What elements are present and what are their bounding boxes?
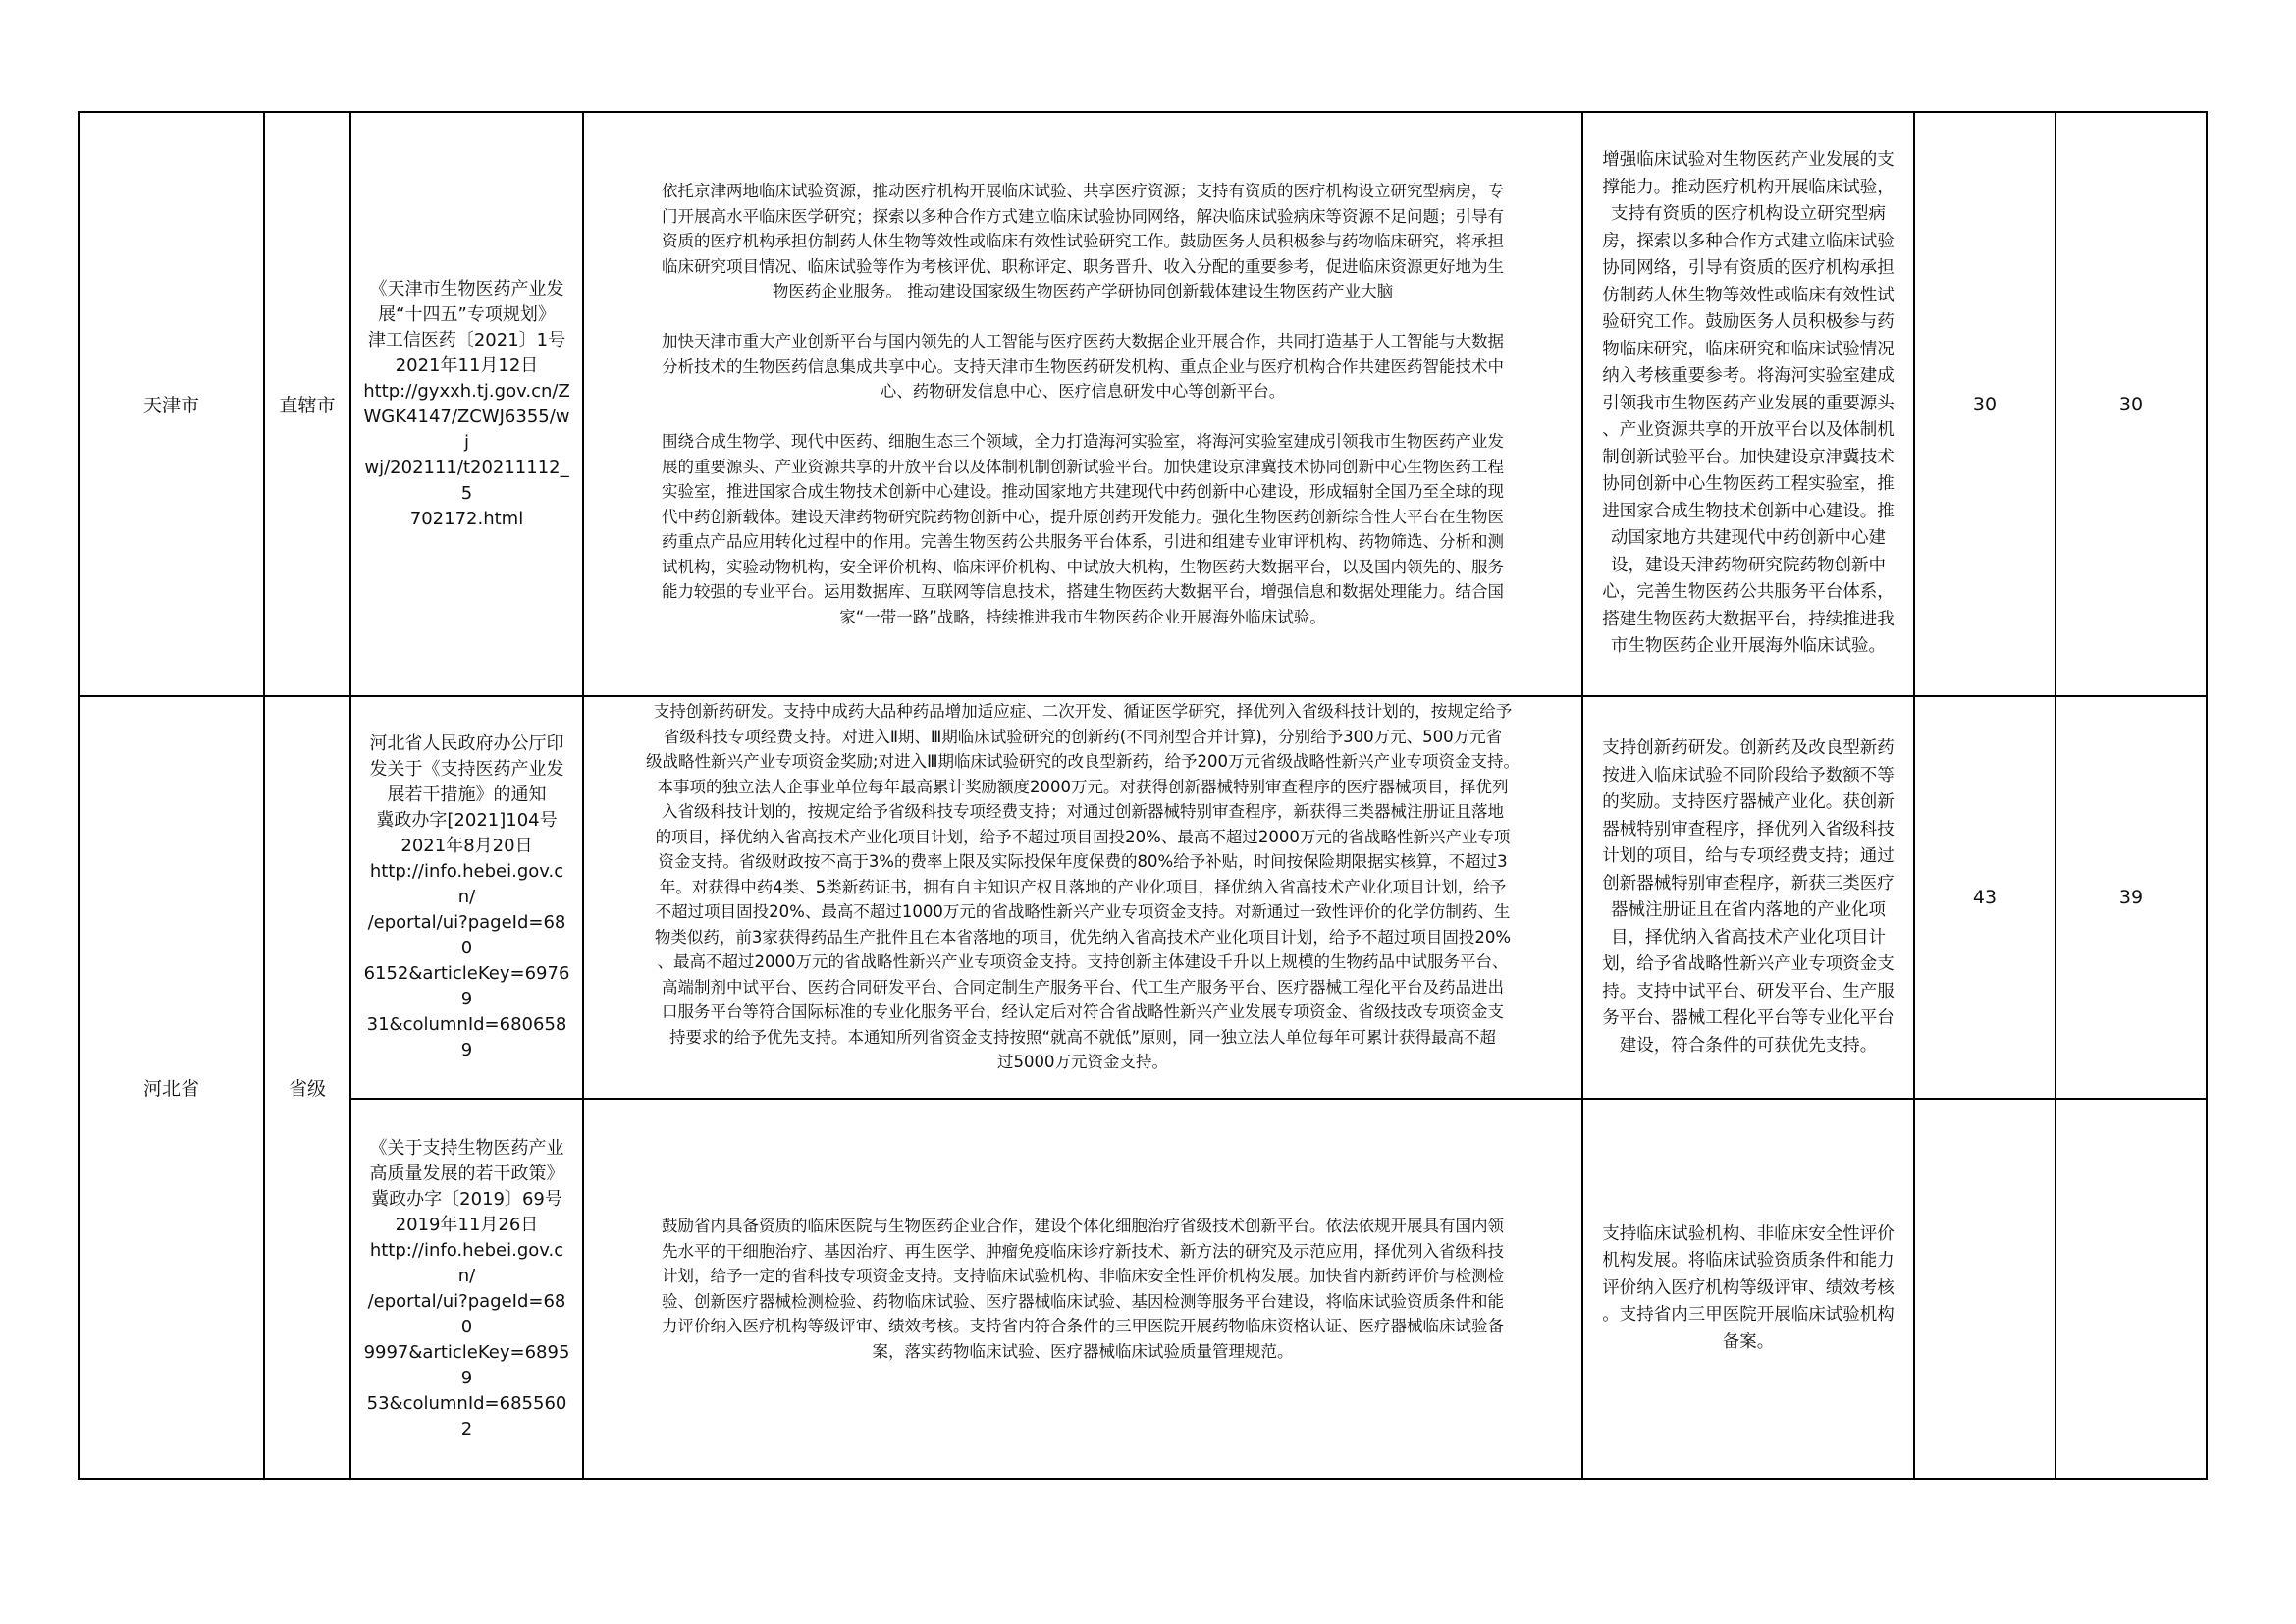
- level-cell: 直辖市: [265, 113, 351, 697]
- score-cell-1: 30: [1915, 113, 2056, 697]
- policy-source-cell: 河北省人民政府办公厅印 发关于《支持医药产业发 展若干措施》的通知 冀政办字[2021]104号 2021年8月20日 http://info.hebei.gov.cn/ /eportal/ui?pageId=680 6152&articleKey=69769 31&columnId=6806589: [351, 697, 584, 1100]
- summary-cell: 支持创新药研发。创新药及改良型新药 按进入临床试验不同阶段给予数额不等 的奖励。支持医疗器械产业化。获创新 器械特别审查程序，择优列入省级科技 计划的项目，给与专项经费支持；通过 创新器械特别审查程序，新获三类医疗 器械注册证且在省内落地的产业化项 目，择优纳入省高技术产业化项目计 划，给予省战略性新兴产业专项资金支 持。支持中试平台、研发平台、生产服 务平台、器械工程化平台等专业化平台 建设，符合条件的可获优先支持。: [1583, 697, 1915, 1100]
- policy-content-cell: 依托京津两地临床试验资源，推动医疗机构开展临床试验、共享医疗资源；支持有资质的医疗机构设立研究型病房，专 门开展高水平临床医学研究；探索以多种合作方式建立临床试验协同网络，解决临床试验病床等资源不足问题；引导有 资质的医疗机构承担仿制药人体生物等效性或临床有效性试验研究工作。鼓励医务人员积极参与药物临床研究，将承担 临床研究项目情况、临床试验等作为考核评优、职称评定、职务晋升、收入分配的重要参考，促进临床资源更好地为生 物医药企业服务。 推动建设国家级生物医药产学研协同创新载体建设生物医药产业大脑 加快天津市重大产业创新平台与国内领先的人工智能与医疗医药大数据企业开展合作，共同打造基于人工智能与大数据 分析技术的生物医药信息集成共享中心。支持天津市生物医药研发机构、重点企业与医疗机构合作共建医药智能技术中 心、药物研发信息中心、医疗信息研发中心等创新平台。 围绕合成生物学、现代中医药、细胞生态三个领域，全力打造海河实验室，将海河实验室建成引领我市生物医药产业发 展的重要源头、产业资源共享的开放平台以及体制机制创新试验平台。加快建设京津冀技术协同创新中心生物医药工程 实验室，推进国家合成生物技术创新中心建设。推动国家地方共建现代中药创新中心建设，形成辐射全国乃至全球的现 代中药创新载体。建设天津药物研究院药物创新中心，提升原创药开发能力。强化生物医药创新综合性大平台在生物医 药重点产品应用转化过程中的作用。完善生物医药公共服务平台体系，引进和组建专业审评机构、药物筛选、分析和测 试机构，实验动物机构，安全评价机构、临床评价机构、中试放大机构，生物医药大数据平台，以及国内领先的、服务 能力较强的专业平台。运用数据库、互联网等信息技术，搭建生物医药大数据平台，增强信息和数据处理能力。结合国 家“一带一路”战略，持续推进我市生物医药企业开展海外临床试验。: [584, 113, 1583, 697]
- policy-source-cell: 《天津市生物医药产业发 展“十四五”专项规划》 津工信医药〔2021〕1号 2021年11月12日 http://gyxxh.tj.gov.cn/Z WGK4147/ZCWJ6355/wj wj/202111/t20211112_5 702172.html: [351, 113, 584, 697]
- policy-source-cell: 《关于支持生物医药产业 高质量发展的若干政策》 冀政办字〔2019〕69号 2019年11月26日 http://info.hebei.gov.cn/ /eportal/ui?pageId=680 9997&articleKey=68959 53&columnId=6855602: [351, 1100, 584, 1478]
- level-cell: 省级: [265, 697, 351, 1478]
- score-cell-2: 30: [2056, 113, 2206, 697]
- policy-table: [78, 111, 2208, 1480]
- score-cell-1: 43: [1915, 697, 2056, 1100]
- region-cell: 河北省: [80, 697, 265, 1478]
- score-cell-2: [2056, 1100, 2206, 1478]
- policy-content-cell: 鼓励省内具备资质的临床医院与生物医药企业合作，建设个体化细胞治疗省级技术创新平台。依法依规开展具有国内领 先水平的干细胞治疗、基因治疗、再生医学、肿瘤免疫临床诊疗新技术、新方法的研究及示范应用，择优列入省级科技 计划，给予一定的省科技专项资金支持。支持临床试验机构、非临床安全性评价机构发展。加快省内新药评价与检测检 验、创新医疗器械检测检验、药物临床试验、医疗器械临床试验、基因检测等服务平台建设，将临床试验资质条件和能 力评价纳入医疗机构等级评审、绩效考核。支持省内符合条件的三甲医院开展药物临床资格认证、医疗器械临床试验备 案，落实药物临床试验、医疗器械临床试验质量管理规范。: [584, 1100, 1583, 1478]
- score-cell-2: 39: [2056, 697, 2206, 1100]
- summary-cell: 支持临床试验机构、非临床安全性评价 机构发展。将临床试验资质条件和能力 评价纳入医疗机构等级评审、绩效考核 。支持省内三甲医院开展临床试验机构 备案。: [1583, 1100, 1915, 1478]
- region-cell: 天津市: [80, 113, 265, 697]
- score-cell-1: [1915, 1100, 2056, 1478]
- summary-cell: 增强临床试验对生物医药产业发展的支 撑能力。推动医疗机构开展临床试验， 支持有资质的医疗机构设立研究型病 房，探索以多种合作方式建立临床试验 协同网络，引导有资质的医疗机构承担 仿制药人体生物等效性或临床有效性试 验研究工作。鼓励医务人员积极参与药 物临床研究，临床研究和临床试验情况 纳入考核重要参考。将海河实验室建成 引领我市生物医药产业发展的重要源头 、产业资源共享的开放平台以及体制机 制创新试验平台。加快建设京津冀技术 协同创新中心生物医药工程实验室，推 进国家合成生物技术创新中心建设。推 动国家地方共建现代中药创新中心建 设，建设天津药物研究院药物创新中 心，完善生物医药公共服务平台体系， 搭建生物医药大数据平台，持续推进我 市生物医药企业开展海外临床试验。: [1583, 113, 1915, 697]
- policy-content-cell: 支持创新药研发。支持中成药大品种药品增加适应症、二次开发、循证医学研究，择优列入省级科技计划的，按规定给予 省级科技专项经费支持。对进入Ⅱ期、Ⅲ期临床试验研究的创新药(不同剂型合并计算)，分别给予300万元、500万元省 级战略性新兴产业专项资金奖励;对进入Ⅲ期临床试验研究的改良型新药，给予200万元省级战略性新兴产业专项资金支持。 本事项的独立法人企事业单位每年最高累计奖励额度2000万元。对获得创新器械特别审查程序的医疗器械项目，择优列 入省级科技计划的，按规定给予省级科技专项经费支持；对通过创新器械特别审查程序，新获得三类器械注册证且落地 的项目，择优纳入省高技术产业化项目计划，给予不超过项目固投20%、最高不超过2000万元的省战略性新兴产业专项 资金支持。省级财政按不高于3%的费率上限及实际投保年度保费的80%给予补贴，时间按保险期限据实核算，不超过3 年。对获得中药4类、5类新药证书，拥有自主知识产权且落地的产业化项目，择优纳入省高技术产业化项目计划，给予 不超过项目固投20%、最高不超过1000万元的省战略性新兴产业专项资金支持。对新通过一致性评价的化学仿制药、生 物类似药，前3家获得药品生产批件且在本省落地的项目，优先纳入省高技术产业化项目计划，给予不超过项目固投20% 、最高不超过2000万元的省战略性新兴产业专项资金支持。支持创新主体建设千升以上规模的生物药品中试服务平台、 高端制剂中试平台、医药合同研发平台、合同定制生产服务平台、代工生产服务平台、医疗器械工程化平台及药品进出 口服务平台等符合国际标准的专业化服务平台，经认定后对符合省战略性新兴产业发展专项资金、省级技改专项资金支 持要求的给予优先支持。本通知所列省资金支持按照“就高不就低”原则，同一独立法人单位每年可累计获得最高不超 过5000万元资金支持。: [584, 697, 1583, 1100]
